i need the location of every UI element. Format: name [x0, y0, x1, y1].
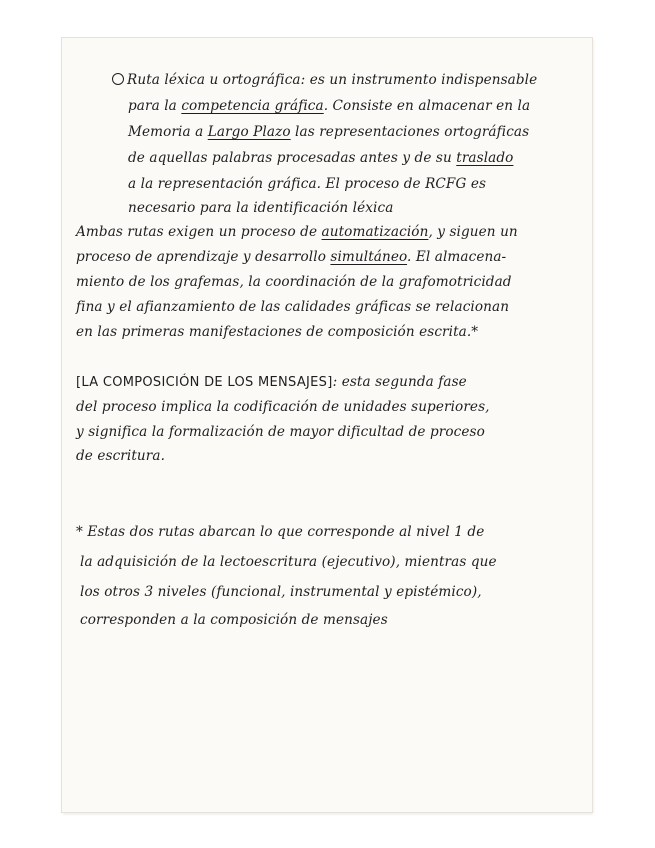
underlined-term-automatizacion: automatización — [321, 224, 429, 240]
paragraph-1-line-4: de aquellas palabras procesadas antes y de su traslado — [128, 150, 514, 166]
footnote-line-1: * Estas dos rutas abarcan lo que corresponde al nivel 1 de — [76, 524, 485, 540]
paragraph-2-line-3: miento de los grafemas, la coordinación de la grafomotricidad — [76, 274, 512, 290]
paragraph-1-line-6: necesario para la identificación léxica — [128, 200, 394, 216]
paragraph-3-line-2: del proceso implica la codificación de unidades superiores, — [76, 399, 490, 415]
paragraph-3-line-1: [LA COMPOSICIÓN DE LOS MENSAJES]: esta segunda fase — [76, 374, 467, 390]
footnote-line-2: la adquisición de la lectoescritura (ejecutivo), mientras que — [80, 554, 497, 570]
paragraph-3-line-4: de escritura. — [76, 448, 165, 464]
notebook-sheet — [62, 38, 592, 812]
underlined-term-simultaneo: simultáneo — [330, 249, 408, 265]
underlined-term-competencia: competencia gráfica — [181, 98, 324, 114]
paragraph-1-line-1: Ruta léxica u ortográfica: es un instrumento indispensable — [112, 72, 537, 88]
paragraph-1-line-3: Memoria a Largo Plazo las representaciones ortográficas — [128, 124, 530, 140]
paragraph-1-line-5: a la representación gráfica. El proceso de RCFG es — [128, 176, 487, 192]
section-heading: [LA COMPOSICIÓN DE LOS MENSAJES] — [76, 375, 333, 390]
underlined-term-traslado: traslado — [456, 150, 514, 166]
paragraph-2-line-4: fina y el afianzamiento de las calidades gráficas se relacionan — [76, 299, 510, 315]
circle-bullet-icon — [112, 73, 124, 85]
footnote-line-3: los otros 3 niveles (funcional, instrumental y epistémico), — [80, 584, 482, 600]
paragraph-3-line-3: y significa la formalización de mayor dificultad de proceso — [76, 424, 485, 440]
paragraph-2-line-2: proceso de aprendizaje y desarrollo simultáneo. El almacena- — [76, 249, 507, 265]
paragraph-1-line-2: para la competencia gráfica. Consiste en almacenar en la — [128, 98, 531, 114]
underlined-term-largo-plazo: Largo Plazo — [207, 124, 291, 140]
footnote-line-4: corresponden a la composición de mensajes — [80, 612, 388, 628]
paragraph-2-line-1: Ambas rutas exigen un proceso de automatización, y siguen un — [76, 224, 518, 240]
paragraph-2-line-5: en las primeras manifestaciones de composición escrita.* — [76, 324, 479, 340]
